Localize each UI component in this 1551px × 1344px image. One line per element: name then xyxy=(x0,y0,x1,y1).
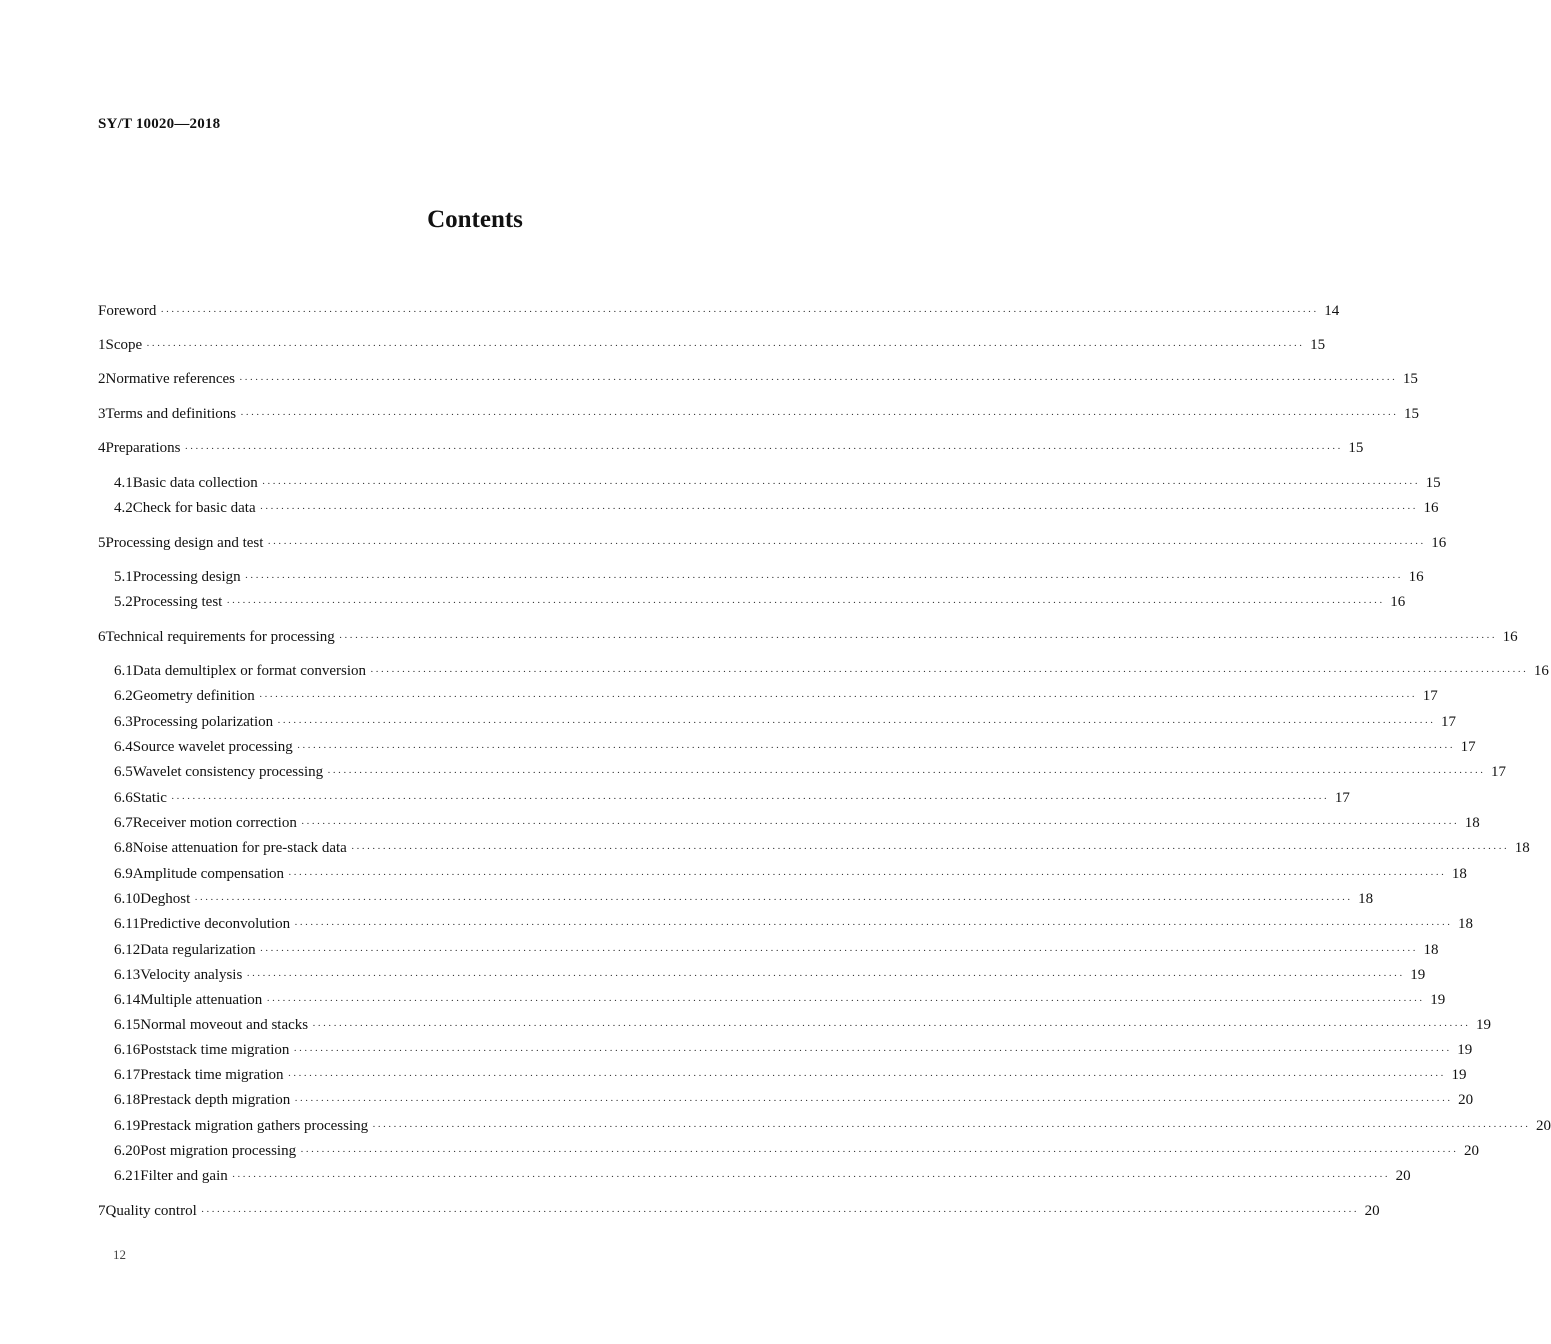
toc-entry[interactable] xyxy=(98,533,1447,553)
toc-entry[interactable] xyxy=(114,965,1426,985)
toc-entry-page: 16 xyxy=(1431,535,1447,551)
toc-leader-dots: ···························································································································································································································· xyxy=(267,538,1426,550)
toc-entry-page: 15 xyxy=(1402,371,1418,387)
toc-entry[interactable] xyxy=(114,686,1438,706)
toc-entry-number: 6.1 xyxy=(114,663,133,679)
toc-entry-label: Preparations xyxy=(105,440,181,456)
toc-entry[interactable] xyxy=(114,1065,1467,1085)
toc-leader-dots: ···························································································································································································································· xyxy=(296,742,1455,754)
toc-entry-page: 17 xyxy=(1334,790,1350,806)
toc-entry[interactable] xyxy=(114,473,1441,493)
toc-leader-dots: ···························································································································································································································· xyxy=(294,1095,1453,1107)
toc-entry[interactable] xyxy=(114,592,1406,612)
toc-leader-dots: ···························································································································································································································· xyxy=(261,478,1420,490)
toc-entry-number: 6.5 xyxy=(114,764,133,780)
toc-leader-dots: ···························································································································································································································· xyxy=(294,919,1452,931)
toc-entry-number: 6.16 xyxy=(114,1042,141,1058)
toc-entry-label: Source wavelet processing xyxy=(132,739,293,755)
toc-entry-number: 6.3 xyxy=(114,714,133,730)
toc-entry-label: Check for basic data xyxy=(132,500,256,516)
toc-entry[interactable] xyxy=(114,1090,1474,1110)
toc-entry-label: Scope xyxy=(105,337,143,353)
toc-entry-number: 6.10 xyxy=(114,891,141,907)
toc-leader-dots: ···························································································································································································································· xyxy=(287,869,1446,881)
toc-leader-dots: ···························································································································································································································· xyxy=(239,374,1397,386)
toc-entry-number: 6.15 xyxy=(114,1017,141,1033)
toc-entry-page: 19 xyxy=(1476,1017,1492,1033)
toc-entry[interactable] xyxy=(114,1166,1411,1186)
toc-leader-dots: ···························································································································································································································· xyxy=(300,1146,1458,1158)
toc-entry[interactable] xyxy=(114,813,1480,833)
toc-entry[interactable] xyxy=(114,712,1457,732)
toc-leader-dots: ···························································································································································································································· xyxy=(293,1045,1452,1057)
toc-entry-label: Prestack time migration xyxy=(140,1067,284,1083)
toc-entry-number: 6.18 xyxy=(114,1092,141,1108)
toc-leader-dots: ···························································································································································································································· xyxy=(258,691,1417,703)
toc-entry-number: 5.1 xyxy=(114,569,133,585)
toc-leader-dots: ···························································································································································································································· xyxy=(246,970,1405,982)
toc-leader-dots: ···························································································································································································································· xyxy=(277,717,1436,729)
toc-entry-page: 18 xyxy=(1423,942,1439,958)
toc-entry-page: 20 xyxy=(1458,1092,1474,1108)
toc-entry-label: Data demultiplex or format conversion xyxy=(132,663,367,679)
toc-leader-dots: ···························································································································································································································· xyxy=(350,843,1509,855)
toc-leader-dots: ···························································································································································································································· xyxy=(200,1206,1359,1218)
toc-entry[interactable] xyxy=(114,762,1507,782)
toc-entry[interactable] xyxy=(114,838,1530,858)
toc-entry-label: Normal moveout and stacks xyxy=(140,1017,309,1033)
toc-entry-page: 15 xyxy=(1425,475,1441,491)
toc-entry-number: 6.9 xyxy=(114,866,133,882)
toc-entry[interactable] xyxy=(114,990,1446,1010)
toc-entry-number: 2 xyxy=(98,371,106,387)
toc-leader-dots: ···························································································································································································································· xyxy=(259,503,1418,515)
toc-leader-dots: ···························································································································································································································· xyxy=(327,767,1486,779)
toc-entry-label: Normative references xyxy=(105,371,236,387)
toc-entry-label: Foreword xyxy=(98,303,157,319)
toc-entry-label: Processing design xyxy=(132,569,241,585)
toc-entry-number: 3 xyxy=(98,406,106,422)
toc-leader-dots: ···························································································································································································································· xyxy=(146,340,1305,352)
toc-entry-page: 16 xyxy=(1390,594,1406,610)
toc-entry-label: Data regularization xyxy=(140,942,256,958)
toc-entry-label: Poststack time migration xyxy=(140,1042,290,1058)
toc-leader-dots: ···························································································································································································································· xyxy=(312,1020,1471,1032)
toc-entry-page: 16 xyxy=(1502,629,1518,645)
toc-entry-page: 19 xyxy=(1430,992,1446,1008)
toc-entry-number: 7 xyxy=(98,1203,106,1219)
toc-leader-dots: ···························································································································································································································· xyxy=(240,409,1398,421)
page-title: Contents xyxy=(427,206,523,233)
toc-entry[interactable] xyxy=(98,369,1418,389)
toc-entry-page: 18 xyxy=(1358,891,1374,907)
toc-leader-dots: ···························································································································································································································· xyxy=(160,306,1319,318)
toc-entry-number: 6.6 xyxy=(114,790,133,806)
toc-entry-number: 6.2 xyxy=(114,688,133,704)
toc-entry-page: 18 xyxy=(1451,866,1467,882)
toc-entry-number: 6.7 xyxy=(114,815,133,831)
toc-entry-number: 6.4 xyxy=(114,739,133,755)
toc-entry[interactable] xyxy=(98,627,1518,647)
toc-entry-number: 1 xyxy=(98,337,106,353)
toc-entry-number: 4.1 xyxy=(114,475,133,491)
toc-leader-dots: ···························································································································································································································· xyxy=(300,818,1459,830)
toc-entry-label: Processing design and test xyxy=(105,535,264,551)
toc-entry[interactable] xyxy=(114,1040,1473,1060)
toc-entry-label: Filter and gain xyxy=(140,1168,228,1184)
toc-entry-page: 19 xyxy=(1457,1042,1473,1058)
toc-entry-page: 15 xyxy=(1403,406,1419,422)
toc-entry-label: Receiver motion correction xyxy=(132,815,297,831)
toc-entry-number: 6.13 xyxy=(114,967,141,983)
toc-entry-number: 6.17 xyxy=(114,1067,141,1083)
toc-entry-page: 17 xyxy=(1441,714,1457,730)
toc-entry-page: 19 xyxy=(1451,1067,1467,1083)
toc-entry-page: 16 xyxy=(1533,663,1549,679)
toc-leader-dots: ···························································································································································································································· xyxy=(226,597,1385,609)
toc-entry[interactable] xyxy=(114,1141,1479,1161)
toc-entry-number: 6.19 xyxy=(114,1118,141,1134)
toc-entry-number: 5 xyxy=(98,535,106,551)
toc-entry-number: 6.20 xyxy=(114,1143,141,1159)
toc-entry[interactable] xyxy=(114,498,1439,518)
toc-entry-page: 18 xyxy=(1464,815,1480,831)
toc-entry-number: 6 xyxy=(98,629,106,645)
toc-leader-dots: ···························································································································································································································· xyxy=(244,572,1403,584)
toc-entry[interactable] xyxy=(114,914,1473,934)
toc-entry-label: Quality control xyxy=(105,1203,197,1219)
toc-entry-label: Post migration processing xyxy=(140,1143,297,1159)
toc-entry-label: Static xyxy=(132,790,167,806)
toc-entry[interactable] xyxy=(114,567,1424,587)
toc-entry-page: 20 xyxy=(1395,1168,1411,1184)
toc-entry-label: Wavelet consistency processing xyxy=(132,764,324,780)
toc-entry-label: Amplitude compensation xyxy=(132,866,284,882)
toc-entry-number: 6.12 xyxy=(114,942,141,958)
toc-entry-label: Multiple attenuation xyxy=(140,992,263,1008)
toc-entry[interactable] xyxy=(114,737,1476,757)
toc-entry-number: 6.21 xyxy=(114,1168,141,1184)
toc-entry[interactable] xyxy=(114,864,1467,884)
toc-entry-label: Processing test xyxy=(132,594,223,610)
toc-entry-label: Processing polarization xyxy=(132,714,274,730)
toc-leader-dots: ···························································································································································································································· xyxy=(231,1171,1390,1183)
toc-entry-number: 6.11 xyxy=(114,916,140,932)
toc-leader-dots: ···························································································································································································································· xyxy=(184,443,1343,455)
toc-entry-page: 20 xyxy=(1536,1118,1551,1134)
toc-entry-number: 4 xyxy=(98,440,106,456)
toc-entry-label: Technical requirements for processing xyxy=(105,629,335,645)
toc-leader-dots: ···························································································································································································································· xyxy=(338,632,1497,644)
toc-leader-dots: ···························································································································································································································· xyxy=(194,894,1353,906)
toc-entry-page: 20 xyxy=(1463,1143,1479,1159)
toc-entry-page: 19 xyxy=(1410,967,1426,983)
toc-entry-label: Basic data collection xyxy=(132,475,258,491)
toc-entry-number: 6.14 xyxy=(114,992,141,1008)
toc-entry[interactable] xyxy=(98,1201,1380,1221)
toc-entry[interactable] xyxy=(98,335,1326,355)
toc-entry[interactable] xyxy=(114,1116,1551,1136)
toc-entry-label: Prestack migration gathers processing xyxy=(140,1118,369,1134)
toc-leader-dots: ···························································································································································································································· xyxy=(370,666,1528,678)
toc-leader-dots: ···························································································································································································································· xyxy=(287,1070,1446,1082)
toc-entry[interactable] xyxy=(114,661,1549,681)
toc-entry-page: 17 xyxy=(1491,764,1507,780)
toc-entry[interactable] xyxy=(114,788,1350,808)
toc-entry[interactable] xyxy=(98,404,1419,424)
toc-leader-dots: ···························································································································································································································· xyxy=(266,995,1425,1007)
toc-entry-page: 17 xyxy=(1422,688,1438,704)
toc-entry-number: 5.2 xyxy=(114,594,133,610)
toc-entry[interactable] xyxy=(114,889,1374,909)
toc-entry-page: 16 xyxy=(1408,569,1424,585)
toc-entry-label: Predictive deconvolution xyxy=(139,916,291,932)
toc-entry[interactable] xyxy=(98,301,1340,321)
toc-entry-label: Noise attenuation for pre-stack data xyxy=(132,840,347,856)
standard-code: SY/T 10020—2018 xyxy=(98,116,221,132)
toc-entry-page: 20 xyxy=(1364,1203,1380,1219)
toc-leader-dots: ···························································································································································································································· xyxy=(372,1121,1530,1133)
toc-entry[interactable] xyxy=(98,438,1364,458)
toc-entry-page: 14 xyxy=(1324,303,1340,319)
toc-entry-number: 6.8 xyxy=(114,840,133,856)
toc-entry-page: 18 xyxy=(1457,916,1473,932)
toc-entry-number: 4.2 xyxy=(114,500,133,516)
toc-entry[interactable] xyxy=(114,1015,1492,1035)
toc-leader-dots: ···························································································································································································································· xyxy=(170,793,1329,805)
toc-entry-label: Geometry definition xyxy=(132,688,255,704)
page-number: 12 xyxy=(113,1247,126,1262)
toc-entry-page: 15 xyxy=(1348,440,1364,456)
toc-entry-label: Deghost xyxy=(140,891,191,907)
toc-entry[interactable] xyxy=(114,940,1439,960)
toc-leader-dots: ···························································································································································································································· xyxy=(259,945,1418,957)
toc-entry-page: 15 xyxy=(1310,337,1326,353)
toc-entry-label: Velocity analysis xyxy=(140,967,243,983)
toc-entry-page: 18 xyxy=(1514,840,1530,856)
toc-entry-label: Terms and definitions xyxy=(105,406,237,422)
toc-entry-page: 17 xyxy=(1460,739,1476,755)
toc-entry-label: Prestack depth migration xyxy=(140,1092,291,1108)
toc-entry-page: 16 xyxy=(1423,500,1439,516)
